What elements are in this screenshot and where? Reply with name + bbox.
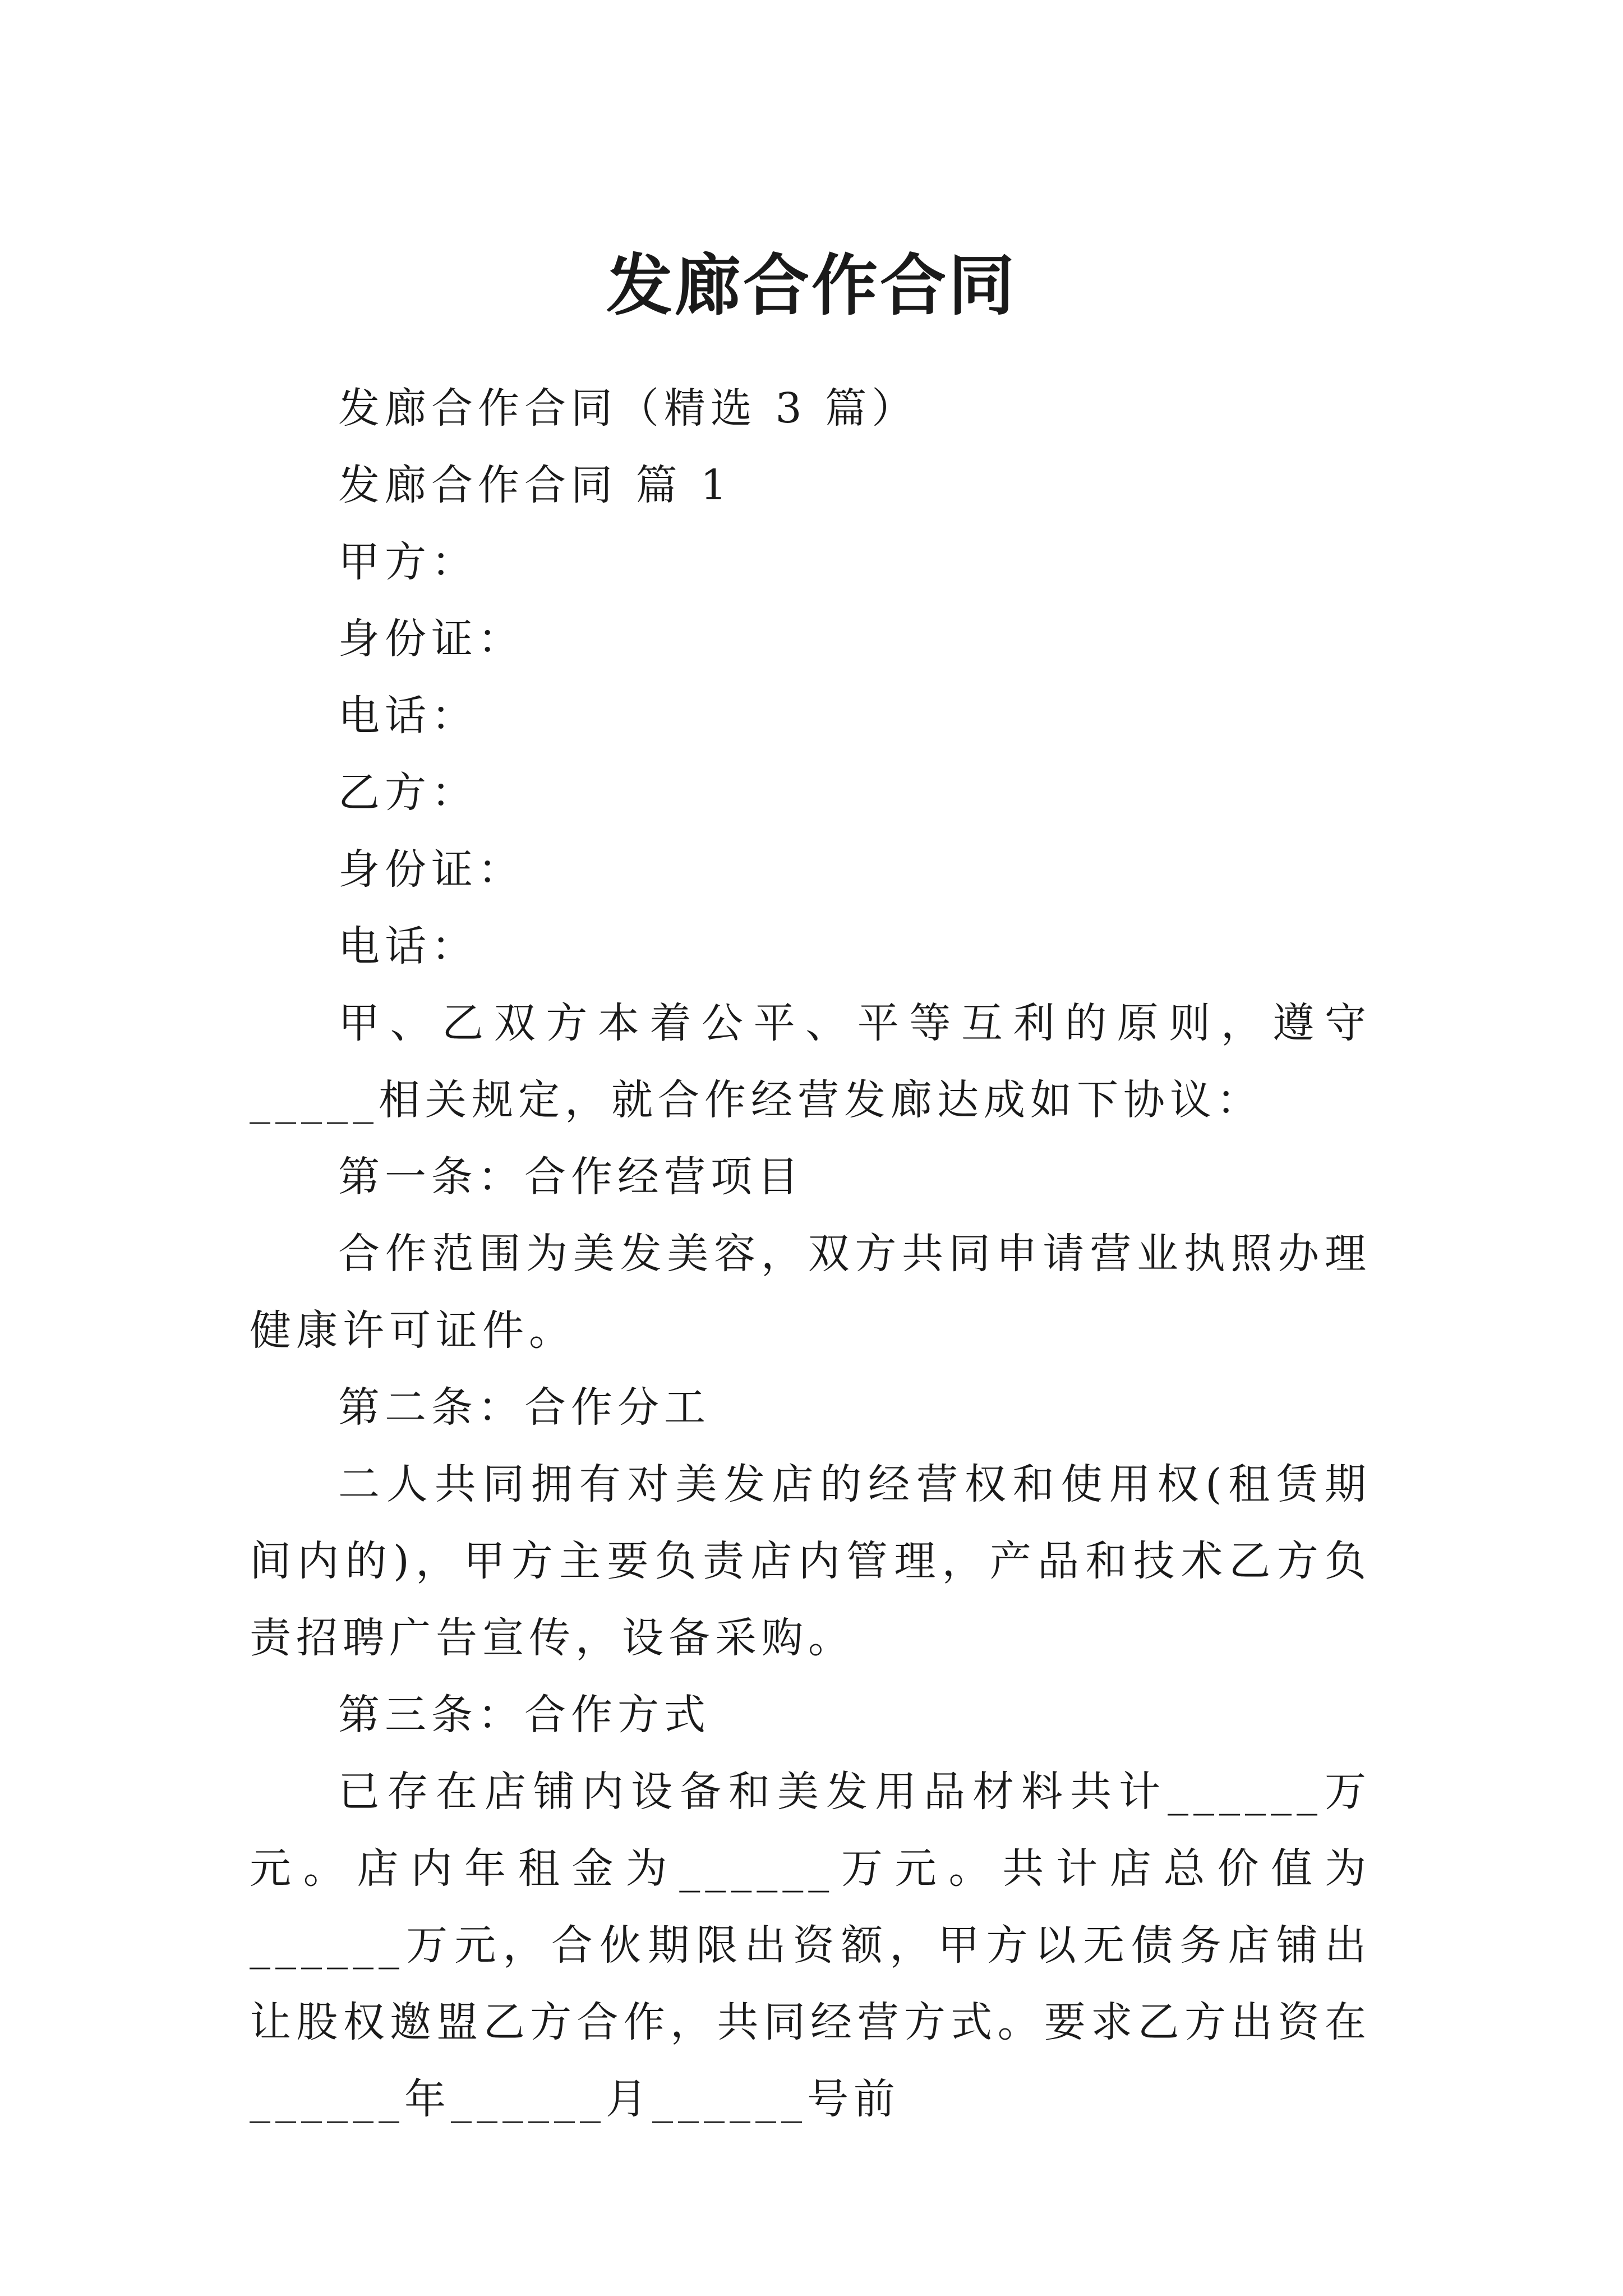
article-3-paragraph: 已存在店铺内设备和美发用品材料共计______万元。店内年租金为______万元。共计店总价值为______万元，合伙期限出资额，甲方以无债务店铺出让股权邀盟乙方合作，共同经营方式。要求乙方出资在______年______月______号前 (250, 1768, 1371, 2123)
party-a-id-label: 身份证： (338, 615, 524, 663)
article-2-heading: 第二条：合作分工 (338, 1383, 711, 1432)
party-a-phone-label: 电话： (338, 692, 478, 740)
article-2-paragraph: 二人共同拥有对美发店的经营权和使用权(租赁期间内的)，甲方主要负责店内管理，产品和技术乙方负责招聘广告宣传，设备采购。 (250, 1460, 1371, 1662)
preamble-paragraph: 甲、乙双方本着公平、平等互利的原则，遵守_____相关规定，就合作经营发廊达成如下协议： (250, 999, 1371, 1124)
party-b-id-label: 身份证： (338, 845, 524, 894)
party-b-label: 乙方： (338, 769, 478, 817)
article-3-heading: 第三条：合作方式 (338, 1691, 711, 1739)
section-heading: 发廊合作合同 篇 1 (338, 461, 732, 509)
subtitle-line: 发廊合作合同（精选 3 篇） (338, 384, 919, 432)
document-title: 发廊合作合同 (606, 246, 1017, 325)
party-a-label: 甲方： (338, 538, 478, 586)
article-1-heading: 第一条：合作经营项目 (338, 1153, 804, 1201)
party-b-phone-label: 电话： (338, 922, 478, 970)
article-1-paragraph: 合作范围为美发美容，双方共同申请营业执照办理健康许可证件。 (250, 1230, 1371, 1355)
document-body (250, 370, 1371, 2138)
